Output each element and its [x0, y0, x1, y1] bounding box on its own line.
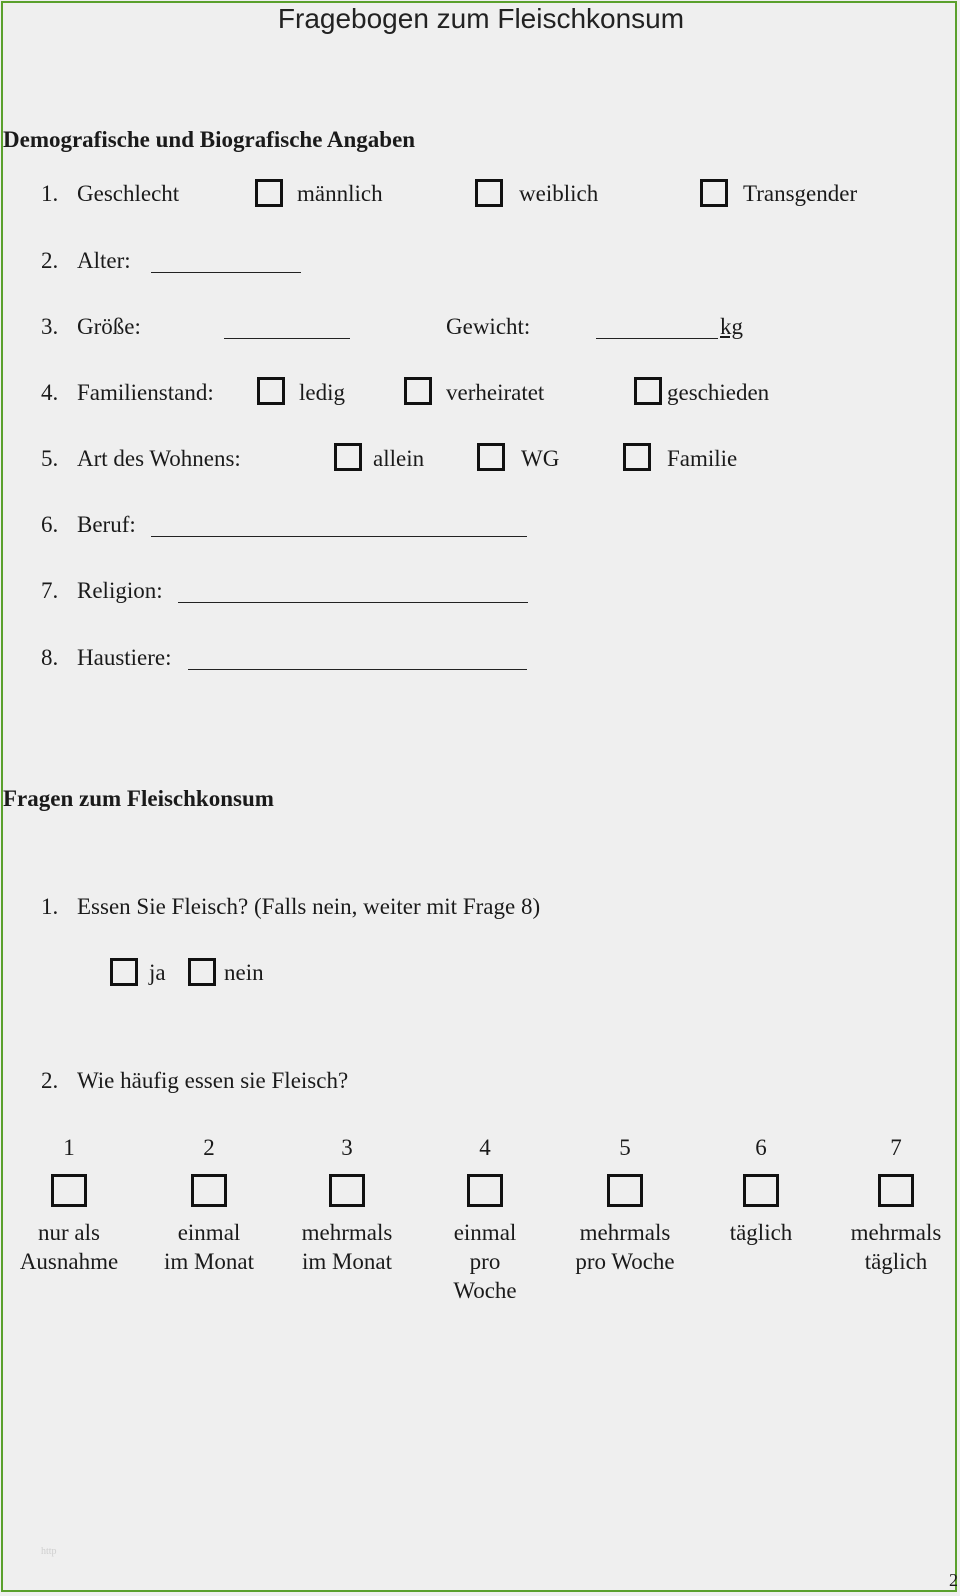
q7-label: Religion:	[77, 578, 163, 603]
checkbox-scale-7[interactable]	[878, 1174, 914, 1207]
checkbox-verheiratet[interactable]	[404, 377, 432, 405]
q2-label: Alter:	[77, 248, 131, 273]
religion-input-line[interactable]	[178, 602, 528, 603]
meat-q2-label: Wie häufig essen sie Fleisch?	[77, 1068, 349, 1093]
option-nein: nein	[224, 960, 264, 985]
option-geschieden: geschieden	[667, 380, 770, 405]
scale-label-line: mehrmals	[850, 1220, 942, 1245]
scale-number: 6	[755, 1135, 767, 1160]
q5-label: Art des Wohnens:	[77, 446, 241, 471]
q8-label: Haustiere:	[77, 645, 172, 670]
scale-option-7	[836, 1133, 956, 1276]
weight-unit: kg	[720, 314, 743, 339]
q4-number: 4.	[41, 380, 59, 405]
scale-number: 5	[619, 1135, 631, 1160]
watermark-text: http	[41, 1546, 57, 1557]
scale-label-line: nur als	[38, 1220, 100, 1245]
section-heading-meat: Fragen zum Fleischkonsum	[3, 786, 274, 811]
q6-number: 6.	[41, 512, 59, 537]
pets-input-line[interactable]	[188, 669, 527, 670]
checkbox-scale-5[interactable]	[607, 1174, 643, 1207]
option-ja: ja	[149, 960, 166, 985]
option-weiblich: weiblich	[519, 181, 599, 206]
checkbox-wg[interactable]	[477, 443, 505, 471]
checkbox-scale-4[interactable]	[467, 1174, 503, 1207]
weight-input-line[interactable]	[596, 338, 718, 339]
scale-label-line: im Monat	[163, 1249, 255, 1274]
q3-label-weight: Gewicht:	[446, 314, 531, 339]
scale-option-2	[149, 1133, 269, 1276]
meat-q1-number: 1.	[41, 894, 59, 919]
option-wg: WG	[521, 446, 560, 471]
size-input-line[interactable]	[224, 338, 350, 339]
checkbox-maennlich[interactable]	[255, 179, 283, 207]
q1-number: 1.	[41, 181, 59, 206]
option-verheiratet: verheiratet	[446, 380, 545, 405]
q1-label: Geschlecht	[77, 181, 180, 206]
scale-label-line: im Monat	[301, 1249, 393, 1274]
checkbox-transgender[interactable]	[700, 179, 728, 207]
scale-label-line: einmal	[453, 1220, 517, 1245]
option-familie: Familie	[667, 446, 738, 471]
scale-label-line: Woche	[453, 1278, 517, 1303]
scale-number: 7	[890, 1135, 902, 1160]
meat-q2-number: 2.	[41, 1068, 59, 1093]
q7-number: 7.	[41, 578, 59, 603]
checkbox-ledig[interactable]	[257, 377, 285, 405]
scale-number: 1	[63, 1135, 75, 1160]
checkbox-nein[interactable]	[188, 958, 216, 986]
scale-number: 4	[479, 1135, 491, 1160]
scale-option-4	[425, 1133, 545, 1305]
q3-label-size: Größe:	[77, 314, 141, 339]
scale-label-line: pro Woche	[575, 1249, 675, 1274]
option-maennlich: männlich	[297, 181, 383, 206]
scale-label-line: pro	[469, 1249, 501, 1274]
scale-label-line: einmal	[177, 1220, 241, 1245]
checkbox-scale-3[interactable]	[329, 1174, 365, 1207]
scale-label-line: Ausnahme	[19, 1249, 119, 1274]
scale-number: 3	[341, 1135, 353, 1160]
questionnaire-page	[1, 1, 957, 1592]
q8-number: 8.	[41, 645, 59, 670]
q4-label: Familienstand:	[77, 380, 214, 405]
scale-option-1	[9, 1133, 129, 1276]
section-heading-demographics: Demografische und Biografische Angaben	[3, 127, 416, 152]
q3-number: 3.	[41, 314, 59, 339]
checkbox-geschieden[interactable]	[634, 377, 662, 405]
option-ledig: ledig	[299, 380, 345, 405]
checkbox-allein[interactable]	[334, 443, 362, 471]
scale-option-3	[287, 1133, 407, 1276]
checkbox-scale-2[interactable]	[191, 1174, 227, 1207]
checkbox-scale-1[interactable]	[51, 1174, 87, 1207]
page-title: Fragebogen zum Fleischkonsum	[277, 3, 685, 34]
scale-number: 2	[203, 1135, 215, 1160]
scale-label-line: täglich	[864, 1249, 928, 1274]
checkbox-weiblich[interactable]	[475, 179, 503, 207]
checkbox-familie[interactable]	[623, 443, 651, 471]
scale-label-line: mehrmals	[301, 1220, 393, 1245]
option-transgender: Transgender	[743, 181, 858, 206]
age-input-line[interactable]	[151, 272, 301, 273]
checkbox-scale-6[interactable]	[743, 1174, 779, 1207]
option-allein: allein	[373, 446, 425, 471]
job-input-line[interactable]	[151, 536, 527, 537]
scale-option-6	[701, 1133, 821, 1247]
meat-q1-label: Essen Sie Fleisch? (Falls nein, weiter mit Frage 8)	[77, 894, 541, 919]
scale-label-line: mehrmals	[579, 1220, 671, 1245]
page-number: 2	[949, 1570, 958, 1590]
checkbox-ja[interactable]	[110, 958, 138, 986]
scale-label-line: täglich	[729, 1220, 793, 1245]
q6-label: Beruf:	[77, 512, 136, 537]
scale-option-5	[555, 1133, 695, 1276]
q5-number: 5.	[41, 446, 59, 471]
q2-number: 2.	[41, 248, 59, 273]
